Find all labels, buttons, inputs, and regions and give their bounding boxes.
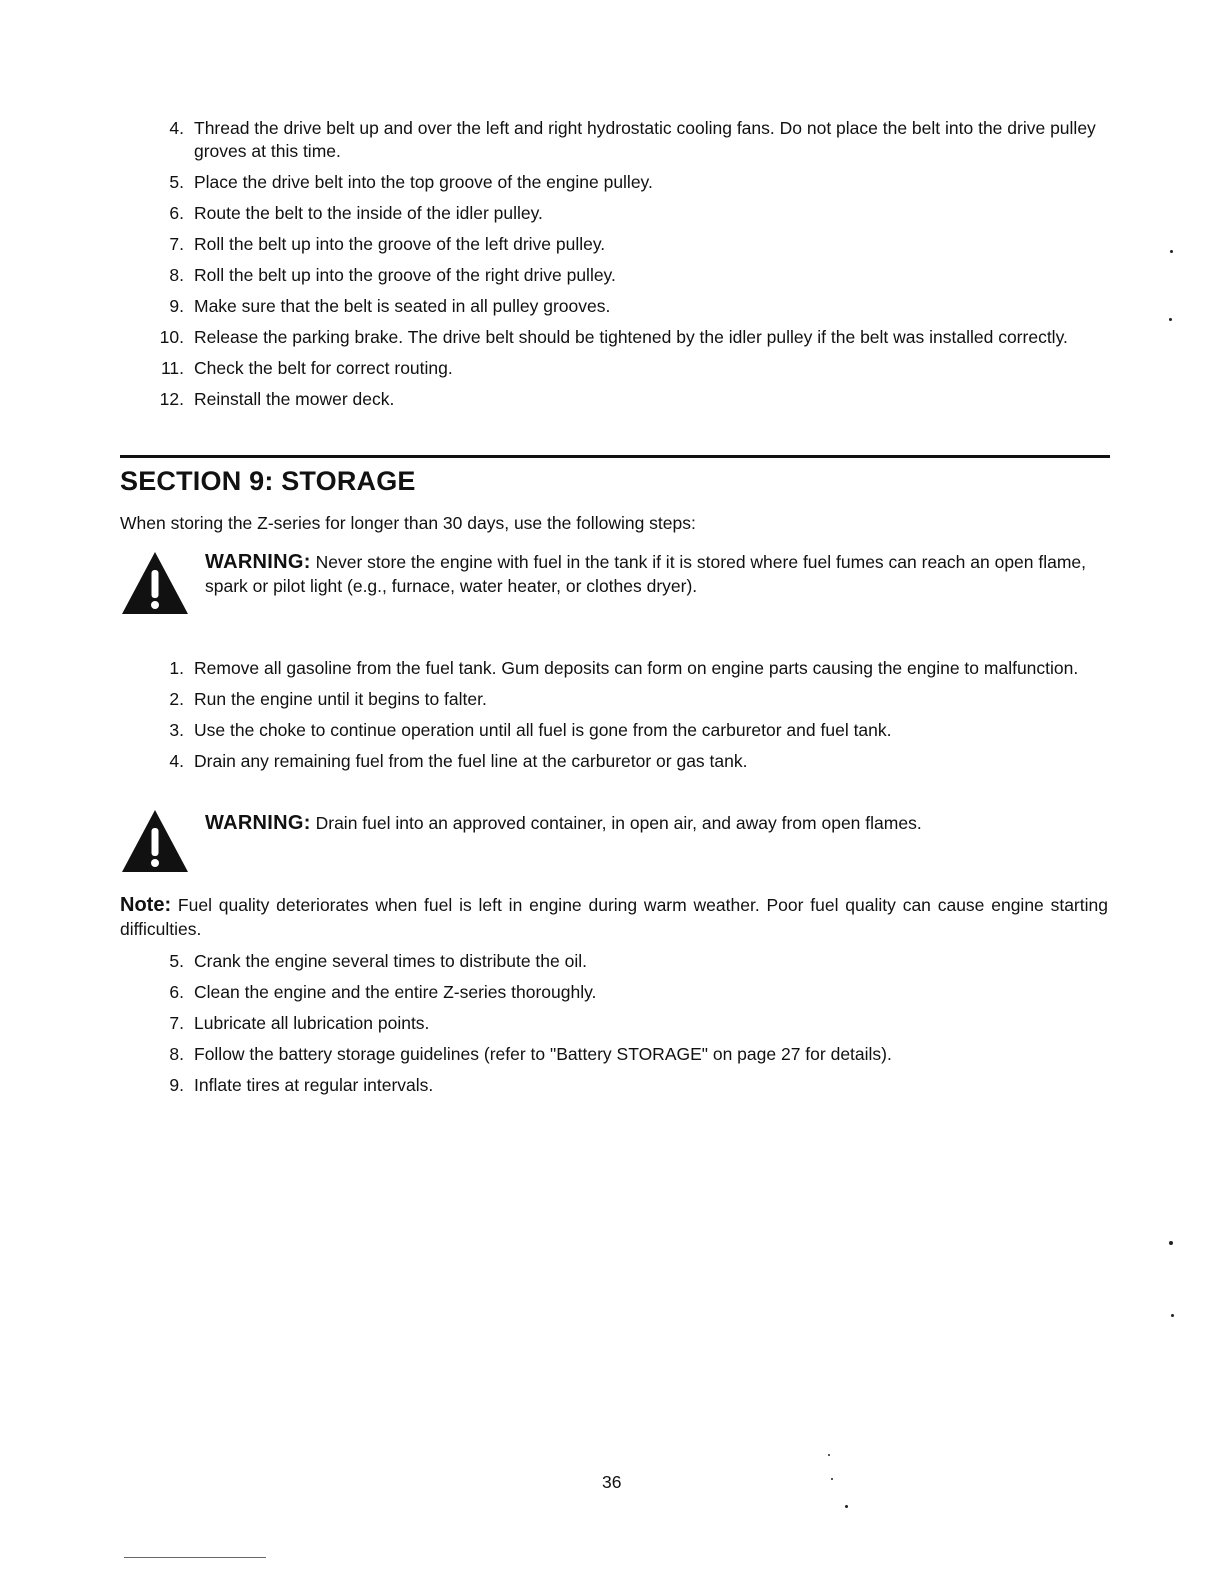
- page-number: 36: [602, 1472, 622, 1492]
- list-item: [150, 233, 1110, 256]
- list-item: [150, 719, 1110, 742]
- list-item: [150, 388, 1110, 411]
- warning-body: Never store the engine with fuel in the tank if it is stored where fuel fumes can reach an open flame, spark or pilot light (e.g., furnace, water heater, or clothes dryer).: [205, 552, 1087, 596]
- step-number: 5.: [169, 951, 184, 971]
- step-number: 11.: [160, 358, 184, 378]
- scan-speck: [1171, 1314, 1174, 1317]
- scan-speck: [1170, 250, 1173, 253]
- list-item: [150, 264, 1110, 287]
- scan-speck: [1169, 1241, 1173, 1245]
- storage-steps-list-continued: [150, 950, 1110, 1105]
- warning-block: [120, 550, 1110, 598]
- warning-triangle-icon: [120, 808, 190, 874]
- note-label: Note:: [120, 894, 172, 916]
- step-text: Inflate tires at regular intervals.: [194, 1075, 434, 1095]
- step-number: 8.: [169, 265, 184, 285]
- step-text: Release the parking brake. The drive belt should be tightened by the idler pulley if the belt was installed correctly.: [194, 327, 1068, 347]
- step-text: Thread the drive belt up and over the left and right hydrostatic cooling fans. Do not place the belt into the drive pulley groves at this time.: [194, 118, 1096, 161]
- step-number: 12.: [159, 389, 184, 409]
- step-text: Place the drive belt into the top groove of the engine pulley.: [194, 172, 653, 192]
- step-text: Roll the belt up into the groove of the right drive pulley.: [194, 265, 616, 285]
- step-number: 9.: [169, 296, 184, 316]
- step-text: Lubricate all lubrication points.: [194, 1013, 430, 1033]
- step-text: Roll the belt up into the groove of the left drive pulley.: [194, 234, 606, 254]
- storage-steps-list: [150, 657, 1110, 781]
- step-text: Drain any remaining fuel from the fuel line at the carburetor or gas tank.: [194, 751, 748, 771]
- list-item: [150, 171, 1110, 194]
- note-paragraph: [120, 893, 1108, 941]
- warning-label: WARNING:: [205, 551, 311, 573]
- step-number: 7.: [169, 1013, 184, 1033]
- list-item: [150, 202, 1110, 225]
- step-number: 4.: [169, 751, 184, 771]
- step-number: 3.: [169, 720, 184, 740]
- warning-block: [120, 808, 1110, 835]
- list-item: [150, 1012, 1110, 1035]
- list-item: [150, 950, 1110, 973]
- warning-text: [205, 808, 1110, 835]
- step-number: 6.: [169, 982, 184, 1002]
- list-item: [150, 117, 1110, 163]
- step-text: Remove all gasoline from the fuel tank. Gum deposits can form on engine parts causing the engine to malfunction.: [194, 658, 1079, 678]
- step-text: Reinstall the mower deck.: [194, 389, 395, 409]
- note-body: Fuel quality deteriorates when fuel is left in engine during warm weather. Poor fuel quality can cause engine starting difficulties.: [120, 895, 1108, 939]
- step-text: Use the choke to continue operation until all fuel is gone from the carburetor and fuel tank.: [194, 720, 892, 740]
- step-text: Follow the battery storage guidelines (refer to "Battery STORAGE" on page 27 for details).: [194, 1044, 892, 1064]
- warning-text: [205, 550, 1110, 598]
- step-text: Run the engine until it begins to falter.: [194, 689, 487, 709]
- warning-triangle-icon: [120, 550, 190, 616]
- list-item: [150, 1074, 1110, 1097]
- list-item: [150, 295, 1110, 318]
- list-item: [150, 357, 1110, 380]
- step-text: Make sure that the belt is seated in all pulley grooves.: [194, 296, 611, 316]
- step-number: 2.: [169, 689, 184, 709]
- scan-speck: [1169, 318, 1172, 321]
- step-text: Route the belt to the inside of the idler pulley.: [194, 203, 543, 223]
- section-title: SECTION 9: STORAGE: [120, 466, 416, 496]
- list-item: [150, 657, 1110, 680]
- section-intro: When storing the Z-series for longer than 30 days, use the following steps:: [120, 513, 696, 533]
- list-item: [150, 981, 1110, 1004]
- scan-speck: [831, 1478, 833, 1480]
- list-item: [150, 750, 1110, 773]
- belt-steps-list: [150, 117, 1110, 419]
- list-item: [150, 1043, 1110, 1066]
- warning-body: Drain fuel into an approved container, in open air, and away from open flames.: [315, 813, 922, 833]
- step-number: 10.: [159, 327, 184, 347]
- step-text: Clean the engine and the entire Z-series thoroughly.: [194, 982, 597, 1002]
- scan-speck: [828, 1454, 830, 1456]
- section-divider: [120, 455, 1110, 458]
- step-number: 8.: [169, 1044, 184, 1064]
- scan-speck: [845, 1505, 848, 1508]
- step-text: Crank the engine several times to distribute the oil.: [194, 951, 587, 971]
- list-item: [150, 688, 1110, 711]
- list-item: [150, 326, 1110, 349]
- step-number: 4.: [169, 118, 184, 138]
- step-number: 1.: [169, 658, 184, 678]
- step-number: 7.: [169, 234, 184, 254]
- step-number: 6.: [169, 203, 184, 223]
- footer-rule: [124, 1557, 266, 1558]
- warning-label: WARNING:: [205, 812, 311, 834]
- step-number: 5.: [169, 172, 184, 192]
- step-number: 9.: [169, 1075, 184, 1095]
- step-text: Check the belt for correct routing.: [194, 358, 453, 378]
